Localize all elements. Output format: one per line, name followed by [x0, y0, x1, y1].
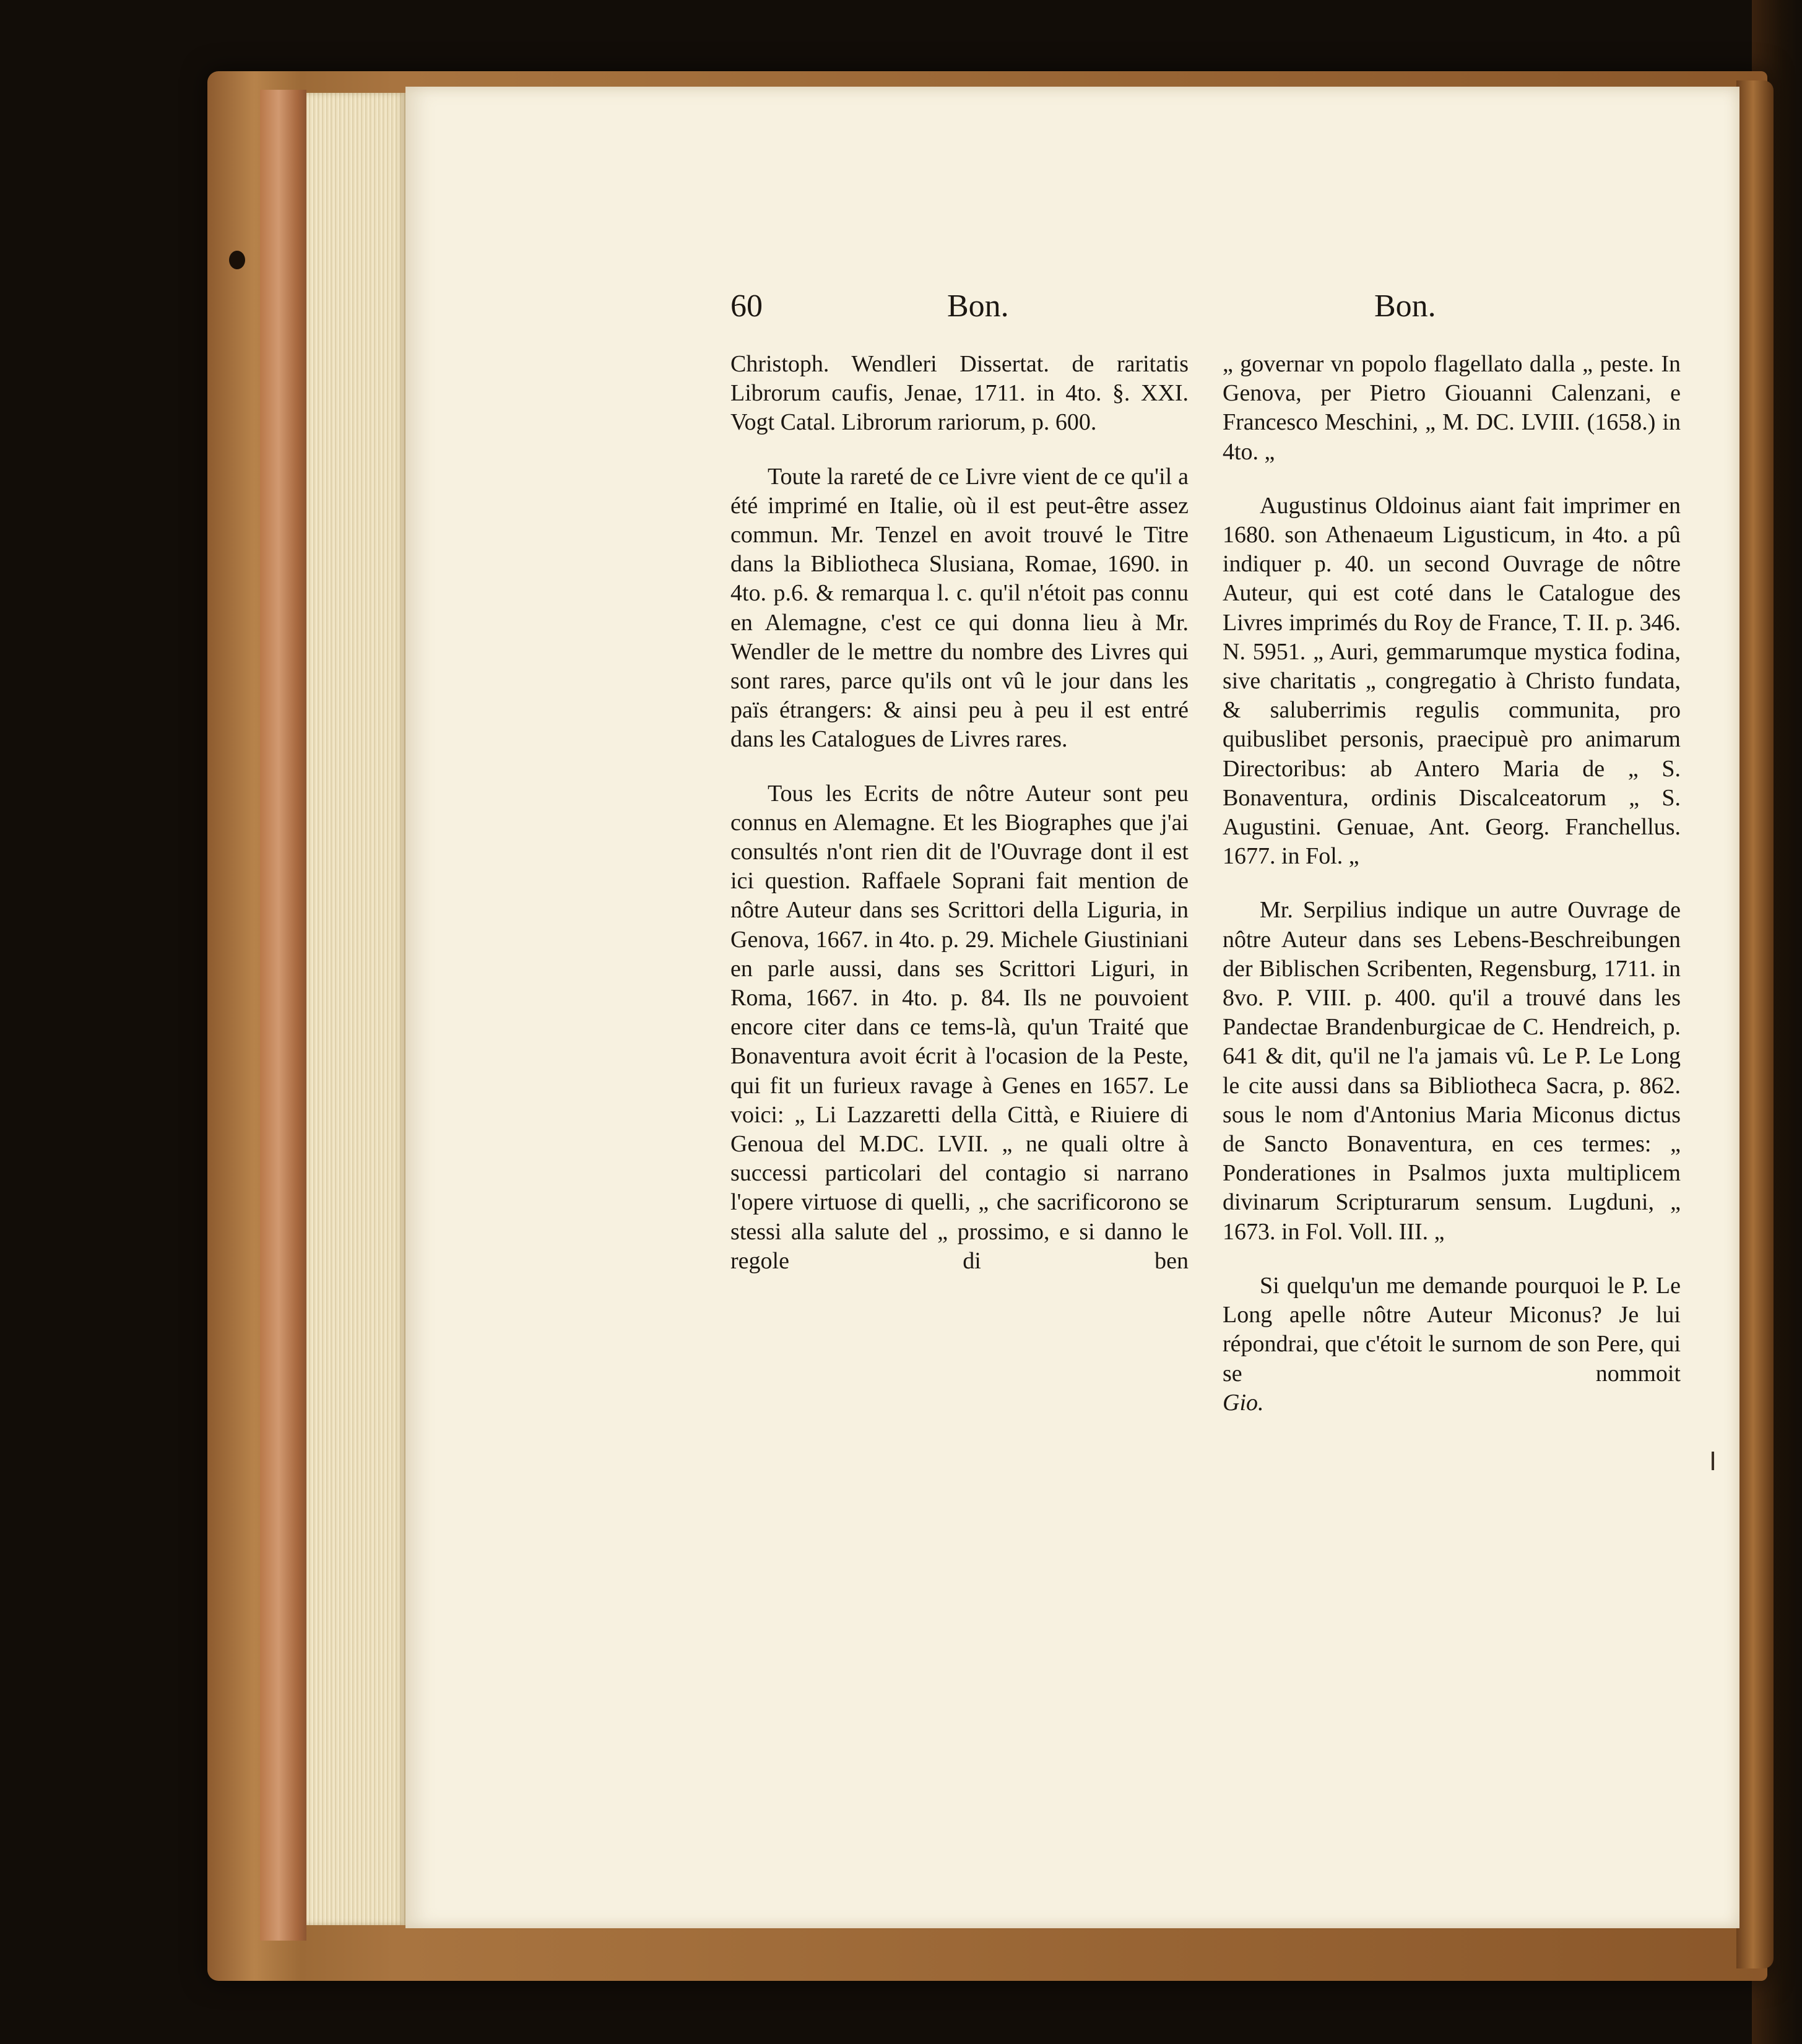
left-paragraph-2: Toute la rareté de ce Livre vient de ce qu'il a été imprimé en Italie, où il est peut-être assez commun. Mr. Tenzel en avoit trouvé le Titre dans la Bibliotheca Slusiana, Romae, 1690. in 4to. p.6. & remarqua l. c. qu'il n'étoit pas connu en Alemagne, c'est ce qui donna lieu à Mr. Wendler de le mettre du nombre des Livres qui sont rares, parce qu'ils ont vû le jour dans les païs étrangers: & ainsi peu à peu il est entré dans les Catalogues de Livres rares.: [730, 463, 1189, 753]
page-edges: [306, 93, 405, 1925]
left-column: [730, 350, 1189, 1276]
right-paragraph-1: „ governar vn popolo flagellato dalla „ peste. In Genova, per Pietro Giouanni Calenzani, e Francesco Meschini, „ M. DC. LVIII. (1658.) in 4to. „: [1223, 351, 1681, 465]
binding-hole-icon: [229, 251, 245, 269]
binding-leather: [260, 90, 306, 1941]
book-cover-edge: [1736, 80, 1774, 1968]
left-paragraph-3: Tous les Ecrits de nôtre Auteur sont peu connus en Alemagne. Et les Biographes que j'ai consultés n'ont rien dit de l'Ouvrage dont il est ici question. Raffaele Soprani fait mention de nôtre Auteur dans ses Scrittori della Liguria, in Genova, 1667. in 4to. p. 29. Michele Giustiniani en parle aussi, dans ses Scrittori Liguri, in Roma, 1667. in 4to. p. 84. Ils ne pouvoient encore citer dans ce tems-là, qu'un Traité que Bonaventura avoit écrit à l'ocasion de la Peste, qui fit un furieux ravage à Genes en 1657. Le voici: „ Li Lazzaretti della Città, e Riuiere di Genoua del M.DC. LVII. „ ne quali oltre à successi particolari del contagio si narrano l'opere virtuose di quelli, „ che sacrificorono se stessi alla salute del „ prossimo, e si danno le regole di ben: [730, 780, 1189, 1274]
page-number: 60: [730, 288, 763, 324]
catchword: Gio.: [1223, 1389, 1264, 1416]
right-paragraph-4: Si quelqu'un me demande pourquoi le P. Le Long apelle nôtre Auteur Miconus? Je lui répondrai, que c'étoit le surnom de son Pere, qui se nommoit: [1223, 1272, 1681, 1387]
margin-mark: [1712, 1452, 1714, 1470]
right-column: [1223, 350, 1681, 1442]
right-paragraph-3: Mr. Serpilius indique un autre Ouvrage de nôtre Auteur dans ses Lebens-Beschreibungen der Biblischen Scribenten, Regensburg, 1711. in 8vo. P. VIII. p. 400. qu'il a trouvé dans les Pandectae Brandenburgicae de C. Hendreich, p. 641 & dit, qu'il ne l'a jamais vû. Le P. Le Long le cite aussi dans sa Bibliotheca Sacra, p. 862. sous le nom d'Antonius Maria Miconus dictus de Sancto Bonaventura, en ces termes: „ Ponderationes in Psalmos juxta multiplicem divinarum Scripturarum sensum. Lugduni, „ 1673. in Fol. Voll. III. „: [1223, 897, 1681, 1245]
left-running-head: Bon.: [947, 288, 1009, 324]
left-paragraph-1: Christoph. Wendleri Dissertat. de raritatis Librorum caufis, Jenae, 1711. in 4to. §. XXI. Vogt Catal. Librorum rariorum, p. 600.: [730, 351, 1189, 436]
right-running-head: Bon.: [1374, 288, 1436, 324]
right-paragraph-2: Augustinus Oldoinus aiant fait imprimer en 1680. son Athenaeum Ligusticum, in 4to. a pû indiquer p. 40. un second Ouvrage de nôtre Auteur, qui est coté dans le Catalogue des Livres imprimés du Roy de France, T. II. p. 346. N. 5951. „ Auri, gemmarumque mystica fodina, sive charitatis „ congregatio à Christo fundata, & saluberrimis regulis communita, pro quibuslibet personis, praecipuè pro animarum Directoribus: ab Antero Maria de „ S. Bonaventura, ordinis Discalceatorum „ S. Augustini. Genuae, Ant. Georg. Franchellus. 1677. in Fol. „: [1223, 492, 1681, 870]
